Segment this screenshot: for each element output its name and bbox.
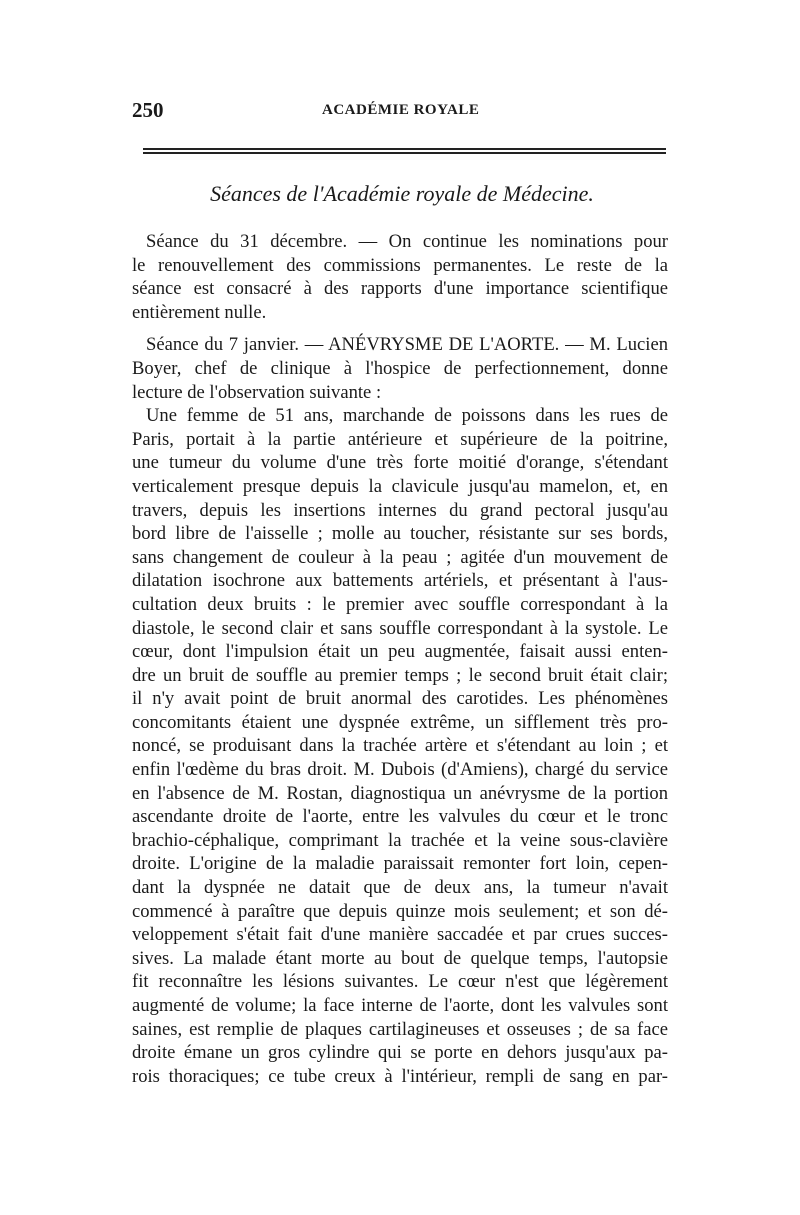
text-line: Séance du 7 janvier. — ANÉVRYSME DE L'AORTE. — M. Lucien xyxy=(146,334,668,356)
text-line: Boyer, chef de clinique à l'hospice de perfectionnement, donne xyxy=(132,357,668,379)
text-line: cultation deux bruits : le premier avec souffle correspondant à la xyxy=(132,593,668,615)
text-line: dre un bruit de souffle au premier temps ; le second bruit était clair; xyxy=(132,664,668,686)
running-head: ACADÉMIE ROYALE xyxy=(322,102,480,118)
text-line: travers, depuis les insertions internes du grand pectoral jusqu'au xyxy=(132,499,668,521)
text-line: Une femme de 51 ans, marchande de poissons dans les rues de xyxy=(146,405,668,427)
text-line: il n'y avait point de bruit anormal des carotides. Les phénomènes xyxy=(132,688,668,710)
text-line: verticalement presque depuis la clavicule jusqu'au mamelon, et, en xyxy=(132,475,668,497)
paragraph-gap xyxy=(132,324,668,333)
text-line: bord libre de l'aisselle ; molle au toucher, résistante sur ses bords, xyxy=(132,523,668,545)
text-line: droite émane un gros cylindre qui se porte en dehors jusqu'aux pa- xyxy=(132,1042,668,1064)
text-line: Paris, portait à la partie antérieure et supérieure de la poitrine, xyxy=(132,428,668,450)
text-line: lecture de l'observation suivante : xyxy=(132,381,382,403)
text-line: en l'absence de M. Rostan, diagnostiqua un anévrysme de la portion xyxy=(132,782,668,804)
text-line: fit reconnaître les lésions suivantes. Le cœur n'est que légèrement xyxy=(132,971,668,993)
text-line: séance est consacré à des rapports d'une importance scientifique xyxy=(132,278,668,300)
text-line: brachio-céphalique, comprimant la trachée et la veine sous-clavière xyxy=(132,829,668,851)
text-line: dant la dyspnée ne datait que de deux ans, la tumeur n'avait xyxy=(132,877,668,899)
header-double-rule xyxy=(143,148,666,155)
section-title: Séances de l'Académie royale de Médecine. xyxy=(210,181,594,206)
body-text xyxy=(132,230,668,1088)
text-line: diastole, le second clair et sans souffle correspondant à la systole. Le xyxy=(132,617,668,639)
page-number: 250 xyxy=(132,98,164,122)
text-line: ascendante droite de l'aorte, entre les valvules du cœur et le tronc xyxy=(132,806,668,828)
text-line: dilatation isochrone aux battements artériels, et présentant à l'aus- xyxy=(132,570,668,592)
text-line: cœur, dont l'impulsion était un peu augmentée, faisait aussi enten- xyxy=(132,641,668,663)
text-line: veloppement s'était fait d'une manière saccadée et par crues succes- xyxy=(132,924,668,946)
text-line: concomitants étaient une dyspnée extrême, un sifflement très pro- xyxy=(132,711,668,733)
text-line: augmenté de volume; la face interne de l'aorte, dont les valvules sont xyxy=(132,995,668,1016)
text-line: Séance du 31 décembre. — On continue les nominations pour xyxy=(146,231,668,252)
text-line: saines, est remplie de plaques cartilagineuses et osseuses ; de sa face xyxy=(132,1018,668,1040)
text-line: rois thoraciques; ce tube creux à l'intérieur, rempli de sang en par- xyxy=(132,1065,668,1087)
text-line: commencé à paraître que depuis quinze mois seulement; et son dé- xyxy=(132,900,668,922)
text-line: noncé, se produisant dans la trachée artère et s'étendant au loin ; et xyxy=(132,735,668,757)
text-line: sives. La malade étant morte au bout de quelque temps, l'autopsie xyxy=(132,947,668,969)
text-line: sans changement de couleur à la peau ; agitée d'un mouvement de xyxy=(132,546,668,568)
text-line: une tumeur du volume d'une très forte moitié d'orange, s'étendant xyxy=(132,452,668,474)
text-line: droite. L'origine de la maladie paraissait remonter fort loin, cepen- xyxy=(132,853,668,875)
rule-thick-line xyxy=(143,152,666,155)
text-line: le renouvellement des commissions permanentes. Le reste de la xyxy=(132,254,668,276)
text-line: entièrement nulle. xyxy=(132,301,267,323)
rule-thin-line xyxy=(143,148,666,150)
text-line: enfin l'œdème du bras droit. M. Dubois (d'Amiens), chargé du service xyxy=(132,759,668,781)
page-header xyxy=(132,98,672,124)
